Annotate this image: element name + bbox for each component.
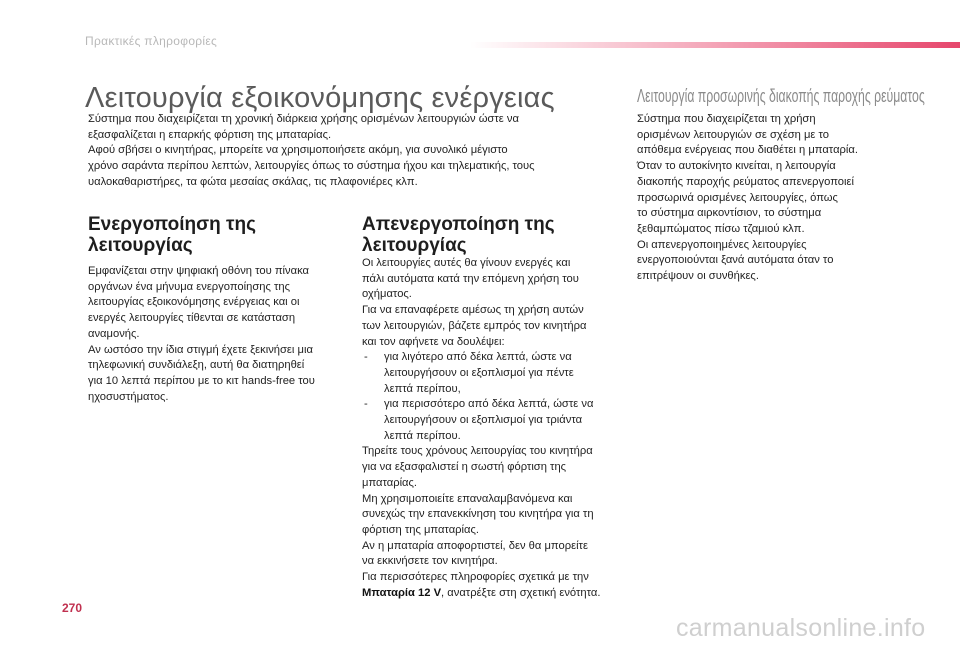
intro-paragraph	[88, 112, 618, 191]
body-line: ενεργές λειτουργίες τίθενται σε κατάσταση	[88, 312, 296, 325]
body-line: Για να επαναφέρετε αμέσως τη χρήση αυτών	[362, 304, 584, 317]
body-line: ξεθαμπώματος πίσω τζαμιού κλπ.	[637, 222, 805, 235]
body-line: και τον αφήνετε να δουλέψει:	[362, 335, 505, 348]
intro-line: εξασφαλίζεται η επαρκής φόρτιση της μπαταρίας.	[88, 128, 332, 141]
body-line: Εμφανίζεται στην ψηφιακή οθόνη του πίνακα	[88, 265, 310, 277]
body-line: Αν ωστόσο την ίδια στιγμή έχετε ξεκινήσει μια	[88, 343, 313, 356]
body-line: για 10 λεπτά περίπου με το κιτ hands-free του	[88, 374, 315, 387]
list-item-line: - για λιγότερο από δέκα λεπτά, ώστε να	[384, 351, 572, 364]
list-item	[362, 397, 624, 444]
body-line: λειτουργίας εξοικονόμησης ενέργειας και οι	[88, 296, 300, 309]
body-line: Αν η μπαταρία αποφορτιστεί, δεν θα μπορείτε	[362, 539, 588, 552]
list-item	[362, 350, 624, 397]
battery-reference-rest: , ανατρέξτε στη σχετική ενότητα.	[441, 586, 601, 599]
body-line: το σύστημα αιρκοντίσιον, το σύστημα	[637, 207, 822, 220]
page-number: 270	[62, 601, 83, 615]
activation-body	[88, 264, 338, 405]
body-line: Μη χρησιμοποιείτε επαναλαμβανόμενα και	[362, 492, 573, 505]
body-line: Τηρείτε τους χρόνους λειτουργίας του κινητήρα	[362, 445, 593, 458]
list-item-line: λεπτά περίπου.	[384, 429, 461, 442]
intro-line: υαλοκαθαριστήρες, τα φώτα μεσαίας σκάλας, τις πλαφονιέρες κλπ.	[88, 175, 418, 188]
body-line: μπαταρίας.	[362, 476, 418, 489]
battery-reference-line	[362, 586, 624, 602]
list-item-line: λειτουργήσουν οι εξοπλισμοί για πέντε	[384, 366, 574, 379]
header-accent-bar	[470, 42, 960, 48]
body-line: των λειτουργιών, βάζετε εμπρός τον κινητήρα	[362, 319, 587, 332]
body-line: αναμονής.	[88, 327, 140, 340]
body-line: συνεχώς την επανεκκίνηση του κινητήρα για τη	[362, 508, 594, 521]
activation-heading: Ενεργοποίηση της λειτουργίας	[88, 214, 257, 256]
body-line: να εκκινήσετε τον κινητήρα.	[362, 555, 498, 568]
intro-line: Αφού σβήσει ο κινητήρας, μπορείτε να χρησιμοποιήσετε ακόμη, για συνολικό μέγιστο	[88, 144, 508, 157]
right-column-title: Λειτουργία προσωρινής διακοπής παροχής ρεύματος	[637, 86, 925, 106]
list-item-line: λειτουργήσουν οι εξοπλισμοί για τριάντα	[384, 414, 583, 427]
body-line: Σύστημα που διαχειρίζεται τη χρήση	[637, 113, 816, 125]
body-line: επιτρέψουν οι συνθήκες.	[637, 270, 759, 283]
body-line: Οι λειτουργίες αυτές θα γίνουν ενεργές και	[362, 257, 571, 269]
body-line: οργάνων ένα μήνυμα ενεργοποίησης της	[88, 280, 290, 293]
body-line: οχήματος.	[362, 288, 412, 301]
intro-line: χρόνο σαράντα περίπου λεπτών, λειτουργίες όπως το σύστημα ήχου και τηλεματικής, τους	[88, 160, 535, 173]
body-line: Όταν το αυτοκίνητο κινείται, η λειτουργία	[637, 160, 836, 173]
battery-reference-link-text: Μπαταρία 12 V	[362, 586, 442, 599]
body-line: φόρτιση της μπαταρίας.	[362, 523, 479, 536]
body-line: πάλι αυτόματα κατά την επόμενη χρήση του	[362, 272, 579, 285]
deactivation-heading: Απενεργοποίηση της λειτουργίας	[362, 214, 555, 256]
list-item-line: - για περισσότερο από δέκα λεπτά, ώστε να	[384, 398, 594, 411]
intro-line: Σύστημα που διαχειρίζεται τη χρονική διάρκεια χρήσης ορισμένων λειτουργιών ώστε να	[88, 113, 519, 125]
body-line: για να εξασφαλιστεί η σωστή φόρτιση της	[362, 461, 567, 474]
body-line: διακοπής παροχής ρεύματος απενεργοποιεί	[637, 175, 854, 188]
body-line: απόθεμα ενέργειας που διαθέτει η μπαταρία.	[637, 144, 858, 157]
body-line: τηλεφωνική συνδιάλεξη, αυτή θα διατηρηθεί	[88, 359, 305, 372]
load-shedding-body	[637, 112, 897, 285]
body-line: Οι απενεργοποιημένες λειτουργίες	[637, 238, 807, 251]
duration-list	[362, 350, 624, 444]
body-line: ενεργοποιούνται ξανά αυτόματα όταν το	[637, 254, 834, 267]
page-title: Λειτουργία εξοικονόμησης ενέργειας	[85, 82, 555, 114]
section-label: Πρακτικές πληροφορίες	[85, 34, 218, 48]
list-item-line: λεπτά περίπου,	[384, 382, 461, 395]
deactivation-body	[362, 256, 624, 601]
body-line: Για περισσότερες πληροφορίες σχετικά με την	[362, 571, 589, 584]
watermark: carmanualsonline.info	[676, 614, 926, 642]
body-line: ορισμένων λειτουργιών σε σχέση με το	[637, 128, 830, 141]
body-line: προσωρινά ορισμένες λειτουργίες, όπως	[637, 191, 838, 204]
body-line: ηχοσυστήματος.	[88, 390, 169, 403]
